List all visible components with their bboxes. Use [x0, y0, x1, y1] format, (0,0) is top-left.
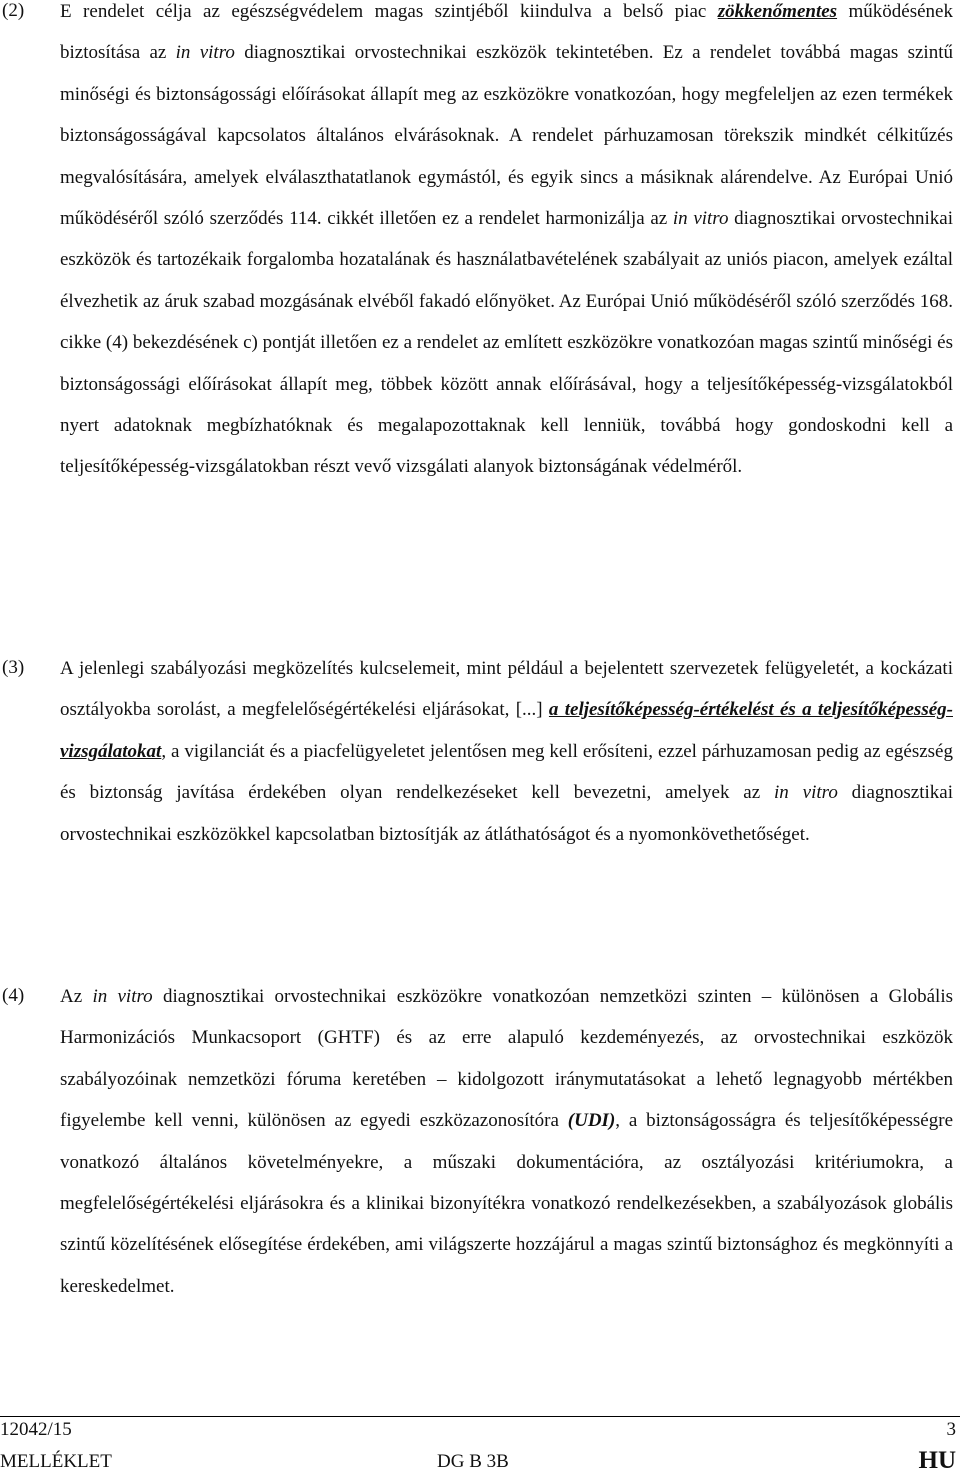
text-run: , a biztonságosságra és teljesítőképességre vonatkozó általános követelményekre, a műszaki dokumentációra, az osztályozási kritériumokra, a megfelelőségértékelési eljárásokra és a klinikai bizonyítékra vonatkozó rendelkezésekben, a szabályozások globális szintű közelítésének elősegítése érdekében, ami világszerte hozzájárul a magas szintű biztonsághoz és megkönnyíti a kereskedelmet.	[60, 1110, 954, 1297]
italic-term: in vitro	[774, 782, 838, 804]
italic-term: in vitro	[92, 986, 153, 1007]
footer-annex-label: MELLÉKLET	[0, 1451, 112, 1472]
paragraph-text	[60, 648, 953, 855]
text-run: Az	[60, 986, 93, 1007]
amended-text: (UDI)	[567, 1110, 616, 1132]
paragraph-text	[60, 0, 953, 488]
text-run: működésének biztosítása az	[60, 1, 953, 64]
text-run: diagnosztikai orvostechnikai eszközök és tartozékaik forgalomba hozatalának és használatbavételének szabályait az uniós piacon, amelyek ezáltal élvezhetik az áruk szabad mozgásának elvéből fakadó előnyöket. Az Európai Unió működéséről szóló szerződés 168. cikke (4) bekezdésének c) pontját illetően ez a rendelet az említett eszközökre vonatkozóan magas szintű minőségi és biztonságossági előírásokat állapít meg, többek között annak előírásával, hogy a teljesítőképesség-vizsgálatokból nyert adatoknak megbízhatóknak és megalapozottaknak kell lenniük, továbbá hogy gondoskodni kell a teljesítőképesség-vizsgálatokban részt vevő vizsgálati alanyok biztonságának védelméről.	[60, 208, 953, 478]
text-run: diagnosztikai orvostechnikai eszközök tekintetében. Ez a rendelet továbbá magas szintű minőségi és biztonságossági előírásokat állapít meg az eszközökre vonatkozóan, hogy megfeleljen az ezen termékek biztonságosságával kapcsolatos általános elvárásoknak. A rendelet párhuzamosan törekszik mindkét célkitűzés megvalósítására, amelyek elválaszthatatlanok egymástól, és egyik sincs a másiknak alárendelve. Az Európai Unió működéséről szóló szerződés 114. cikkét illetően ez a rendelet harmonizálja az	[60, 42, 953, 230]
paragraph-text	[60, 976, 953, 1307]
text-run: diagnosztikai orvostechnikai eszközökkel kapcsolatban biztosítják az átláthatóságot és a nyomonkövethetőséget.	[60, 782, 953, 845]
amended-text: a teljesítőképesség-értékelést és a teljesítőképesség-vizsgálatokat	[60, 699, 953, 762]
text-run: E rendelet célja az egészségvédelem magas szintjéből kiindulva a belső piac	[60, 1, 718, 22]
text-run: , a vigilanciát és a piacfelügyeletet jelentősen meg kell erősíteni, ezzel párhuzamosan pedig az egészség és biztonság javítása érdekében olyan rendelkezéseket kell bevezetni, amelyek az	[60, 740, 953, 804]
amended-text: zökkenőmentes	[717, 1, 838, 22]
footer-page-number: 3	[946, 1419, 956, 1440]
footer-doc-number: 12042/15	[0, 1419, 72, 1440]
paragraph-number: (4)	[2, 985, 25, 1006]
text-run: diagnosztikai orvostechnikai eszközökre vonatkozóan nemzetközi szinten – különösen a Globális Harmonizációs Munkacsoport (GHTF) és az erre alapuló kezdeményezés, az orvostechnikai eszközök szabályozóinak nemzetközi fóruma keretében – kidolgozott iránymutatásokat a lehető legnagyobb mértékben figyelembe kell venni, különösen az egyedi eszközazonosítóra	[60, 986, 953, 1132]
paragraph-number: (3)	[2, 657, 25, 678]
text-run: A jelenlegi szabályozási megközelítés kulcselemeit, mint például a bejelentett szervezetek felügyeletét, a kockázati osztályokba sorolást, a megfelelőségértékelési eljárásokat, [...]	[60, 658, 953, 721]
footer-language-code: HU	[918, 1447, 956, 1474]
italic-term: in vitro	[175, 42, 235, 64]
footer-directorate: DG B 3B	[437, 1451, 509, 1472]
italic-term: in vitro	[672, 208, 729, 230]
paragraph-number: (2)	[2, 0, 25, 21]
footer-divider	[0, 1416, 960, 1417]
